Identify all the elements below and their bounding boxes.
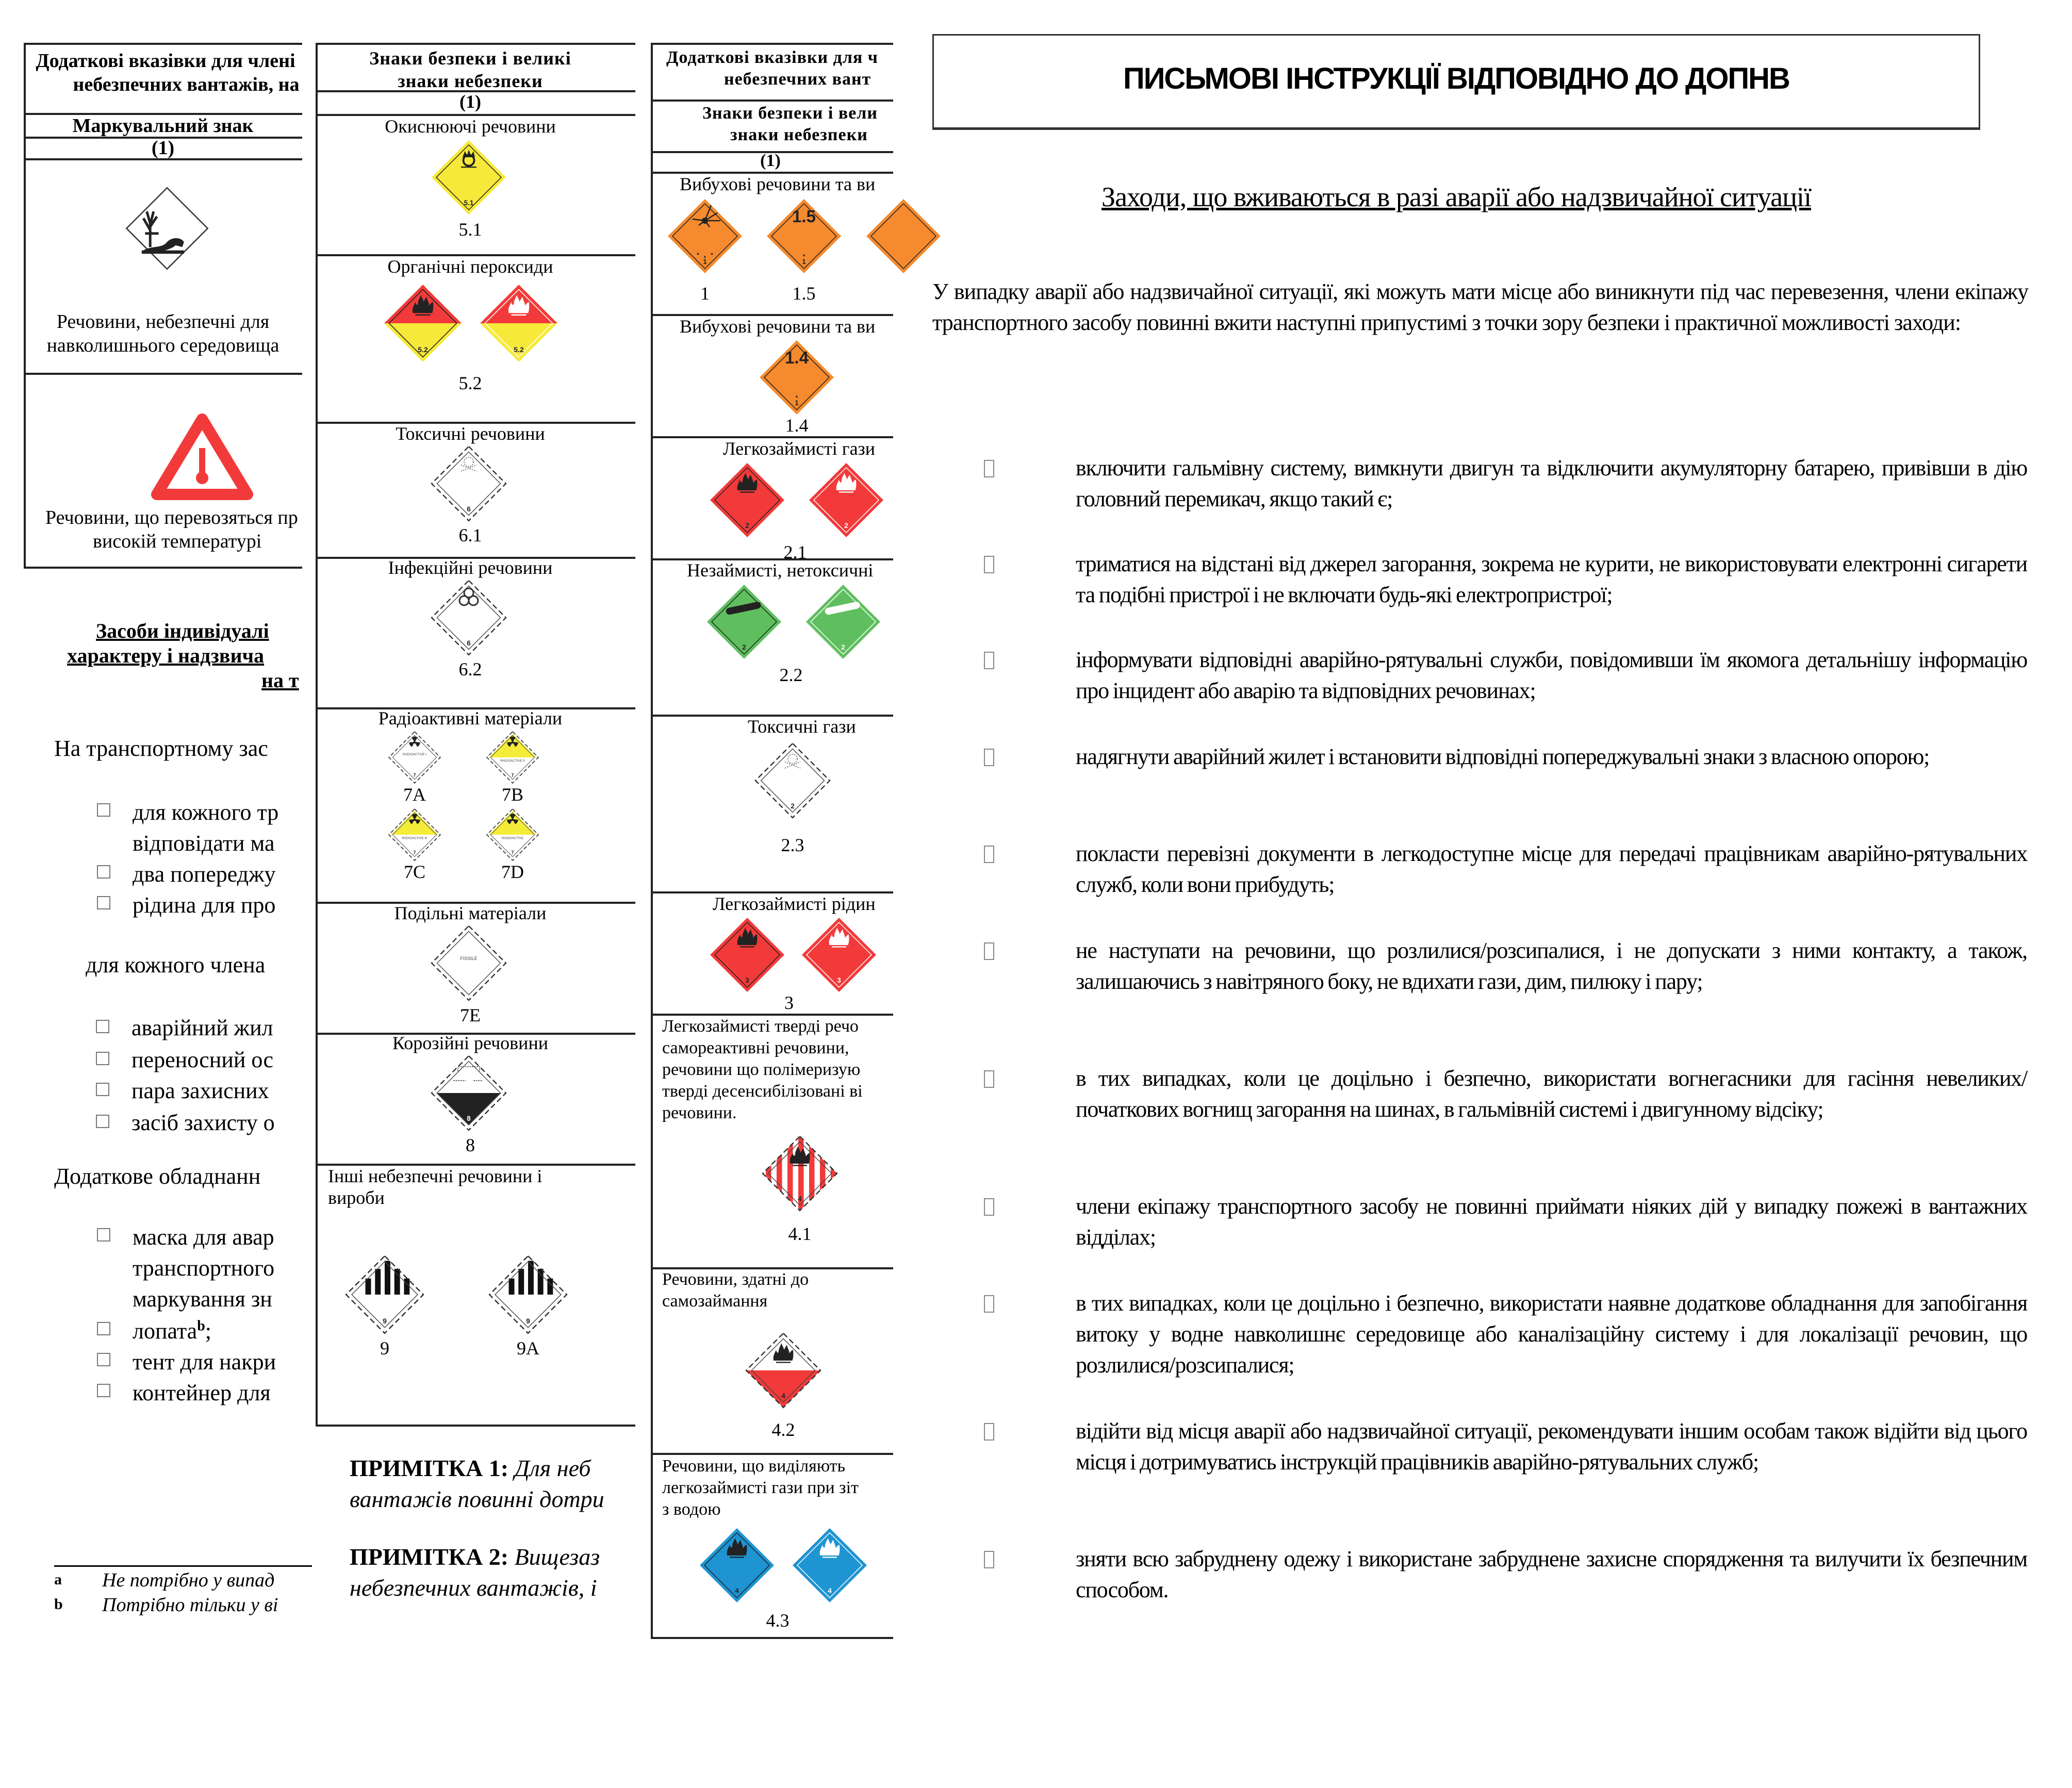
instruction-item: відійти від місця аварії або надзвичайної ситуації, рекомендувати іншим особам також відійти від цього місця і дотримуватись інструкцій працівників аварійно-рятувальних служб; bbox=[1076, 1418, 2027, 1475]
class-label: 7D bbox=[501, 862, 524, 882]
sign-inscription: FISSILE bbox=[460, 956, 478, 961]
instruction-item: включити гальмівну систему, вимкнути двигун та відключити акумуляторну батарею, привівши в дію головний перемикач, якщо такий є; bbox=[1076, 455, 2027, 511]
note-line bbox=[350, 1453, 604, 1484]
instruction-item: зняти всю забруднену одежу і використане забруднене захисне спорядження та вилучити їх безпечним способом. bbox=[1076, 1546, 2027, 1602]
sign-class-number: 1 bbox=[795, 399, 799, 407]
instruction-item: триматися на відстані від джерел загорання, зокрема не курити, не використовувати електронні сигарети та подібні пристрої і не включати будь-які електропристрої; bbox=[1076, 551, 2027, 607]
note-text: Для неб bbox=[508, 1455, 591, 1481]
checkbox[interactable] bbox=[984, 1198, 994, 1216]
note-text: Вищезаз bbox=[508, 1544, 600, 1570]
left-page-fragment bbox=[0, 0, 300, 1788]
sign-class-number: 7 bbox=[413, 772, 416, 778]
misc-dangerous-goods-diamond-icon bbox=[344, 1254, 425, 1335]
class-label: 5.1 bbox=[458, 219, 482, 240]
checkbox[interactable] bbox=[97, 1228, 110, 1241]
class-label: 1.5 bbox=[792, 283, 816, 304]
corrosive-substance-diamond-icon bbox=[430, 1054, 507, 1132]
section-title: самозаймання bbox=[662, 1292, 768, 1311]
column-heading-line: Знаки безпеки і вели bbox=[702, 104, 878, 123]
section-title: Речовини, що виділяють bbox=[662, 1456, 846, 1476]
table-header bbox=[29, 49, 302, 96]
class-label: 6.2 bbox=[458, 659, 482, 680]
column-heading: Маркувальний знак bbox=[72, 115, 254, 137]
infectious-substance-diamond-icon bbox=[430, 579, 507, 656]
checkbox[interactable] bbox=[96, 1083, 109, 1096]
column-number: (1) bbox=[459, 91, 481, 112]
table-header bbox=[666, 47, 878, 90]
env-hazard-caption bbox=[24, 310, 302, 357]
section-subtitle-text: Заходи, що вживаються в разі аварії або надзвичайної ситуації bbox=[1101, 181, 1811, 212]
toxic-substance-diamond-icon bbox=[430, 445, 507, 522]
checkbox[interactable] bbox=[97, 865, 110, 879]
section-title: з водою bbox=[662, 1500, 721, 1519]
section-subtitle bbox=[932, 180, 1980, 213]
environmentally-hazardous-icon bbox=[125, 186, 209, 271]
sign-class-number: 2 bbox=[742, 643, 746, 651]
class-label: 4.1 bbox=[788, 1223, 812, 1244]
section-title: речовини що полімеризую bbox=[662, 1060, 861, 1079]
table-header-line: знаки небезпеки bbox=[398, 71, 543, 91]
class-label: 6.1 bbox=[458, 525, 482, 545]
section-title: Токсичні гази bbox=[748, 716, 856, 737]
footnote-text: Потрібно тільки у ві bbox=[102, 1594, 278, 1616]
radioactive-diamond-icon bbox=[388, 731, 441, 784]
sign-class-number: 5.1 bbox=[464, 199, 474, 207]
sign-inscription: RADIOACTIVE I bbox=[403, 752, 426, 756]
radioactive-diamond-icon bbox=[486, 731, 539, 784]
section-title: Легкозаймисті рідин bbox=[713, 893, 876, 914]
vehicle-item-line: для кожного тр bbox=[133, 800, 279, 825]
sign-class-number: 3 bbox=[745, 976, 749, 984]
crew-item: аварійний жил bbox=[131, 1015, 273, 1040]
sign-class-number: 2 bbox=[791, 802, 795, 810]
sign-division-number: 1.5 bbox=[792, 207, 816, 226]
section-title: Незаймисті, нетоксичні bbox=[687, 560, 874, 581]
caption-line: Речовини, що перевозяться пр bbox=[45, 507, 298, 528]
sign-class-number: 8 bbox=[467, 1115, 471, 1122]
table-rule bbox=[316, 43, 318, 1426]
elevated-temperature-icon bbox=[152, 414, 253, 500]
class-label: 9 bbox=[380, 1338, 389, 1359]
class-label: 1.4 bbox=[785, 415, 809, 436]
section-title: Речовини, здатні до bbox=[662, 1270, 809, 1289]
checkbox[interactable] bbox=[97, 1353, 110, 1366]
table-rule bbox=[651, 1453, 893, 1455]
caption-line: навколишнього середовища bbox=[46, 335, 279, 356]
checkbox[interactable] bbox=[984, 1295, 994, 1313]
section-title: вироби bbox=[328, 1187, 385, 1208]
section-title: Легкозаймисті гази bbox=[723, 438, 876, 459]
additional-item bbox=[133, 1222, 274, 1315]
non-flammable-gas-diamond-icon bbox=[705, 583, 783, 660]
sign-class-number: 6 bbox=[467, 505, 471, 513]
class-label: 8 bbox=[466, 1135, 475, 1155]
sign-division-number: 1.4 bbox=[785, 348, 809, 367]
table-rule bbox=[24, 158, 302, 160]
third-page-fragment bbox=[649, 0, 884, 1788]
oxidizing-substance-diamond-icon bbox=[430, 139, 507, 216]
section-title: Подільні матеріали bbox=[394, 903, 547, 923]
sign-class-number: 5.2 bbox=[514, 345, 524, 354]
flammable-solid-diamond-icon bbox=[761, 1135, 838, 1212]
instruction-item: покласти перевізні документи в легкодоступне місце для передачі працівникам аварійно-рятувальних служб, коли вони прибудуть; bbox=[1076, 841, 2027, 897]
additional-item-line: маска для авар bbox=[133, 1224, 274, 1250]
table-rule bbox=[651, 100, 893, 102]
section-title: Інші небезпечні речовини і bbox=[328, 1166, 542, 1186]
intro-paragraph: У випадку аварії або надзвичайної ситуації, які можуть мати місце або виникнути під час перевезення, члени екіпажу транспортного засобу повинні вжити наступні припустимі з точки зору безпеки і практичної можливості заходи: bbox=[932, 279, 2028, 335]
table-header-line: Додаткові вказівки для члені bbox=[36, 50, 295, 72]
section-title: речовини. bbox=[662, 1103, 737, 1122]
class-label: 7A bbox=[403, 784, 426, 805]
elevated-temp-caption bbox=[24, 506, 333, 553]
note-1 bbox=[350, 1453, 604, 1515]
checkbox[interactable] bbox=[97, 803, 110, 817]
sign-class-number: 4 bbox=[798, 1195, 802, 1203]
ppe-heading-line: Засоби індивідуалі bbox=[96, 619, 269, 642]
organic-peroxide-diamond-icon bbox=[383, 283, 463, 363]
sign-inscription: RADIOACTIVE III bbox=[402, 836, 427, 840]
dangerous-when-wet-diamond-icon bbox=[698, 1527, 776, 1604]
additional-item-tail: ; bbox=[205, 1318, 212, 1344]
vehicle-item bbox=[133, 797, 278, 859]
class-label: 4.3 bbox=[766, 1610, 790, 1631]
note-line bbox=[350, 1484, 604, 1515]
section-title: Вибухові речовини та ви bbox=[680, 174, 876, 194]
table-rule bbox=[651, 43, 893, 45]
sign-class-number: 2 bbox=[844, 522, 848, 529]
safety-signs-table bbox=[316, 43, 635, 1426]
checkbox[interactable] bbox=[97, 1384, 110, 1397]
class-label: 2.2 bbox=[779, 665, 803, 685]
column-heading bbox=[702, 103, 878, 146]
safety-signs-table-2 bbox=[651, 43, 893, 1638]
crew-intro: для кожного члена bbox=[86, 952, 266, 978]
sign-class-number: 9 bbox=[383, 1317, 387, 1326]
sign-class-number: 2 bbox=[841, 643, 845, 651]
dangerous-when-wet-diamond-icon bbox=[791, 1527, 868, 1604]
checkbox[interactable] bbox=[984, 1551, 994, 1568]
instruction-item: інформувати відповідні аварійно-рятувальні служби, повідомивши їм якомога детальнішу інформацію про інцидент або аварію та відповідних речовинах; bbox=[1076, 647, 2027, 703]
class-label: 5.2 bbox=[458, 373, 482, 393]
vehicle-item-line: відповідати ма bbox=[133, 831, 275, 856]
checkbox[interactable] bbox=[96, 1020, 109, 1033]
sign-inscription: RADIOACTIVE bbox=[501, 836, 524, 840]
vehicle-item: два попереджу bbox=[133, 862, 276, 887]
class-label: 1 bbox=[700, 283, 710, 304]
class-label: 7B bbox=[501, 784, 523, 805]
middle-page-fragment bbox=[314, 0, 626, 1788]
ppe-heading bbox=[62, 619, 309, 693]
instruction-item: члени екіпажу транспортного засобу не повинні приймати ніяких дій у випадку пожежі в вантажних відділах; bbox=[1076, 1194, 2027, 1250]
flammable-liquid-diamond-icon bbox=[709, 916, 786, 994]
fissile-material-diamond-icon bbox=[430, 924, 507, 1002]
explosive-diamond-icon bbox=[765, 197, 843, 275]
sign-class-number: 7 bbox=[413, 850, 416, 855]
column-heading-line: знаки небезпеки bbox=[730, 125, 868, 144]
sign-class-number: 7 bbox=[511, 772, 514, 778]
note-text: небезпечних вантажів, і bbox=[350, 1575, 597, 1601]
class-label: 7C bbox=[403, 862, 425, 882]
checkbox[interactable] bbox=[984, 556, 994, 573]
sign-class-number: 9 bbox=[526, 1317, 530, 1326]
caption-line: високій температурі bbox=[93, 531, 262, 552]
instruction-item: в тих випадках, коли це доцільно і безпечно, використати вогнегасники для гасіння невеликих/початкових вогнищ загорання на шинах, в гальмівній системі і двигунному відсіку; bbox=[1076, 1066, 2027, 1122]
checkbox[interactable] bbox=[984, 1070, 994, 1088]
table-header-line: Додаткові вказівки для ч bbox=[666, 48, 878, 67]
checkbox[interactable] bbox=[984, 1423, 994, 1441]
class-label: 2.1 bbox=[783, 542, 807, 562]
sign-class-number: 2 bbox=[745, 522, 749, 529]
footnote-ref: b bbox=[197, 1318, 205, 1334]
section-title: Окиснюючі речовини bbox=[385, 116, 556, 137]
section-title: Органічні пероксиди bbox=[387, 256, 553, 277]
section-title: тверді десенсибілізовані ві bbox=[662, 1082, 863, 1101]
footnote-rule bbox=[54, 1565, 312, 1567]
table-rule bbox=[24, 43, 302, 45]
checkbox[interactable] bbox=[96, 1052, 109, 1065]
lithium-battery-diamond-icon bbox=[488, 1254, 568, 1335]
section-title: Радіоактивні матеріали bbox=[378, 708, 563, 729]
non-flammable-gas-diamond-icon bbox=[804, 583, 882, 660]
flammable-gas-diamond-icon bbox=[709, 461, 786, 539]
crew-item: засіб захисту о bbox=[131, 1110, 275, 1135]
additional-item-text: лопата bbox=[133, 1318, 198, 1344]
additional-item bbox=[133, 1316, 211, 1347]
sign-class-number: 3 bbox=[837, 976, 841, 984]
class-label: 4.2 bbox=[771, 1419, 795, 1440]
radioactive-diamond-icon bbox=[486, 808, 539, 862]
explosive-diamond-icon bbox=[758, 339, 835, 416]
table-rule bbox=[24, 373, 302, 375]
additional-item: контейнер для bbox=[133, 1380, 271, 1405]
note-2 bbox=[350, 1542, 600, 1603]
note-label: ПРИМІТКА 2: bbox=[350, 1544, 509, 1570]
sign-class-number: 6 bbox=[467, 639, 471, 647]
class-label: 7E bbox=[460, 1005, 481, 1025]
crew-item: переносний ос bbox=[131, 1047, 274, 1072]
ppe-heading-line: на т bbox=[261, 669, 299, 692]
table-rule bbox=[651, 1637, 893, 1639]
class-label: 9A bbox=[517, 1338, 539, 1359]
sign-class-number: 1 bbox=[802, 258, 806, 266]
table-header-line: небезпечних вант bbox=[724, 70, 871, 89]
class-label: 2.3 bbox=[781, 835, 804, 855]
checkbox[interactable] bbox=[984, 846, 994, 863]
spontaneously-combustible-diamond-icon bbox=[745, 1332, 822, 1409]
sign-class-number: 4 bbox=[828, 1587, 832, 1595]
table-header bbox=[316, 47, 625, 92]
table-rule bbox=[316, 43, 635, 45]
note-line bbox=[350, 1542, 600, 1572]
sign-inscription: RADIOACTIVE II bbox=[500, 759, 525, 763]
checkbox[interactable] bbox=[97, 896, 110, 909]
instruction-item: надягнути аварійний жилет і встановити відповідні попереджувальні знаки з власною опорою; bbox=[1076, 744, 1930, 769]
additional-item: тент для накри bbox=[133, 1349, 276, 1375]
page-title: ПИСЬМОВІ ІНСТРУКЦІЇ ВІДПОВІДНО ДО ДОПНВ bbox=[1123, 62, 1789, 95]
footnote-text: Не потрібно у випад bbox=[102, 1569, 275, 1591]
additional-item-line: маркування зн bbox=[133, 1286, 272, 1312]
sign-class-number: 7 bbox=[511, 850, 514, 855]
instruction-item: не наступати на речовини, що розлилися/розсипалися, і не допускати з ними контакту, а також, залишаючись з навітряного боку, не вдихати гази, дим, пилюку і пару; bbox=[1076, 938, 2027, 994]
explosive-diamond-icon bbox=[865, 197, 942, 275]
footnote-mark: b bbox=[54, 1596, 63, 1613]
checkbox[interactable] bbox=[96, 1115, 109, 1128]
sign-class-number: 4 bbox=[735, 1587, 739, 1595]
flammable-liquid-diamond-icon bbox=[800, 916, 878, 994]
radioactive-diamond-icon bbox=[388, 808, 441, 862]
organic-peroxide-diamond-icon bbox=[479, 283, 559, 363]
checkbox[interactable] bbox=[984, 652, 994, 669]
note-line bbox=[350, 1572, 600, 1603]
section-title: легкозаймисті гази при зіт bbox=[662, 1478, 859, 1497]
crew-item: пара захисних bbox=[131, 1078, 269, 1103]
table-rule bbox=[24, 567, 302, 569]
vehicle-item: рідина для про bbox=[133, 892, 276, 918]
flammable-gas-diamond-icon bbox=[808, 461, 885, 539]
sign-class-number: 4 bbox=[781, 1392, 785, 1400]
marking-table bbox=[24, 43, 302, 569]
column-number: (1) bbox=[151, 137, 175, 159]
section-title: Легкозаймисті тверді речо bbox=[662, 1017, 859, 1036]
vehicle-intro: На транспортному зас bbox=[54, 736, 268, 761]
instruction-item: в тих випадках, коли це доцільно і безпечно, використати наявне додаткове обладнання для запобігання витоку у водне навколишнє середовище або каналізаційну систему і для локалізації речовин, що розлилися/розсипалися; bbox=[1076, 1290, 2027, 1378]
explosive-diamond-icon bbox=[666, 197, 744, 275]
note-text: вантажів повинні дотри bbox=[350, 1486, 604, 1512]
table-rule bbox=[651, 43, 653, 1638]
checkbox[interactable] bbox=[97, 1322, 110, 1335]
table-header-line: Знаки безпеки і великі bbox=[369, 48, 571, 69]
class-label: 3 bbox=[784, 992, 794, 1013]
sign-class-number: 5.2 bbox=[418, 345, 428, 354]
note-label: ПРИМІТКА 1: bbox=[350, 1455, 509, 1481]
additional-item-line: транспортного bbox=[133, 1255, 275, 1281]
footnote-mark: a bbox=[54, 1571, 62, 1588]
section-title: Вибухові речовини та ви bbox=[680, 316, 876, 337]
checkbox[interactable] bbox=[984, 942, 994, 960]
section-title: Токсичні речовини bbox=[396, 423, 545, 444]
checkbox[interactable] bbox=[984, 460, 994, 477]
ppe-heading-line: характеру і надзвича bbox=[67, 644, 265, 667]
caption-line: Речовини, небезпечні для bbox=[56, 311, 270, 333]
section-title: Корозійні речовини bbox=[392, 1033, 548, 1053]
checkbox[interactable] bbox=[984, 749, 994, 766]
column-number: (1) bbox=[760, 151, 781, 170]
section-title: Інфекційні речовини bbox=[388, 557, 553, 578]
additional-intro: Додаткове обладнанн bbox=[54, 1164, 261, 1189]
sign-class-number: 1 bbox=[703, 258, 707, 266]
table-header-line: небезпечних вантажів, на bbox=[73, 74, 300, 95]
section-title: самореактивні речовини, bbox=[662, 1038, 849, 1057]
toxic-gas-diamond-icon bbox=[754, 742, 831, 819]
table-rule bbox=[316, 1425, 635, 1427]
